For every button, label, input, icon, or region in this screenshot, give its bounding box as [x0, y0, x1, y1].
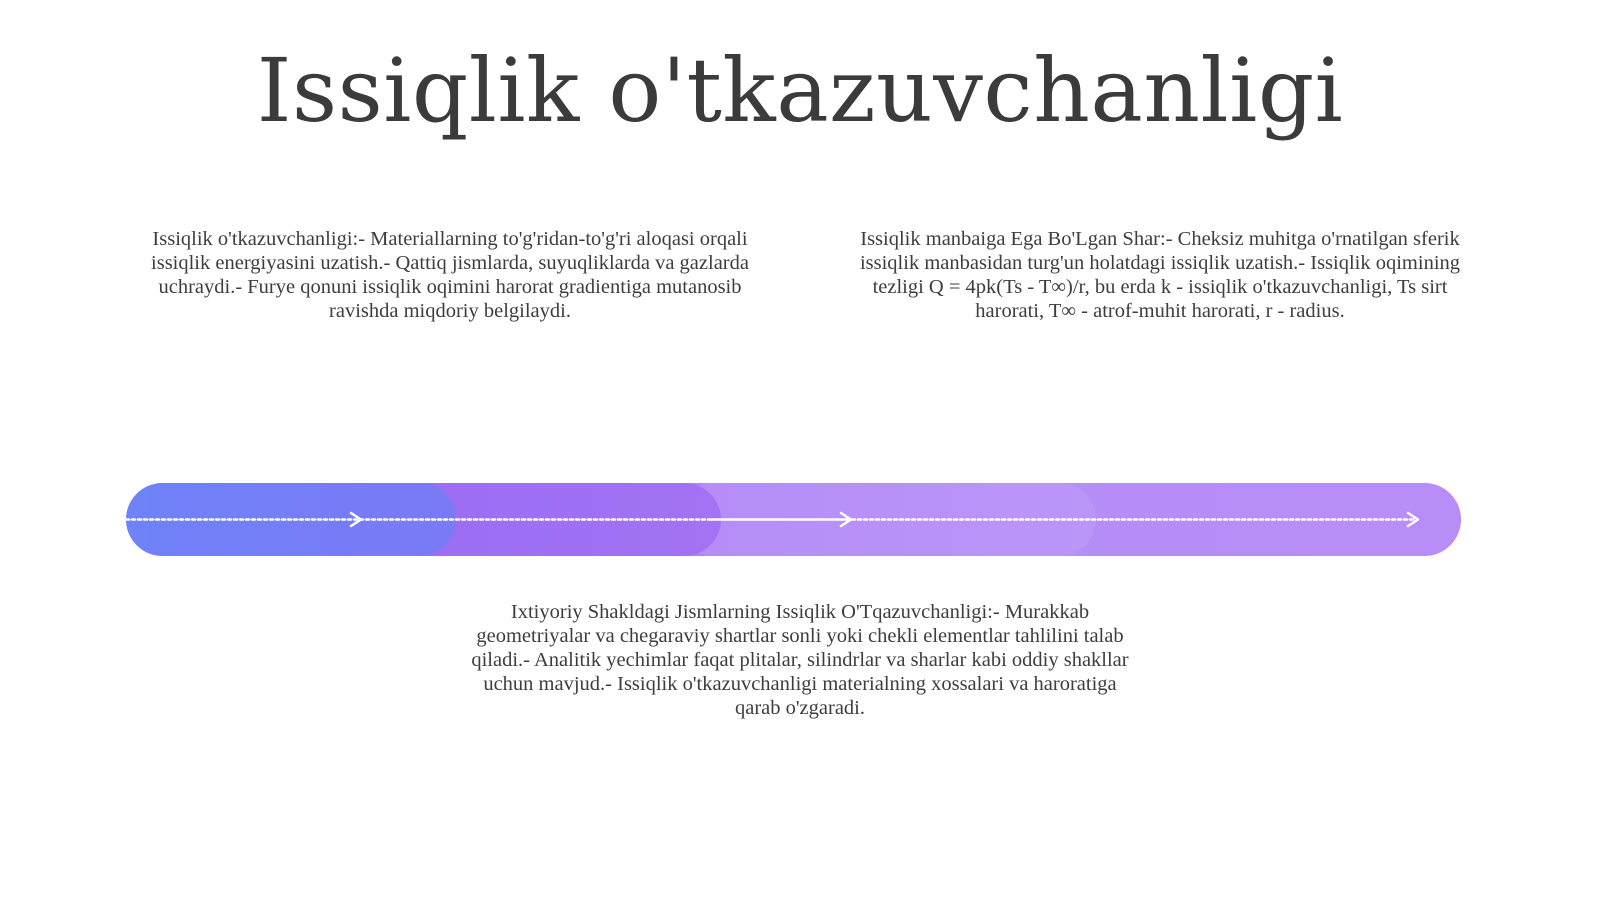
- text-block-conduction: Issiqlik o'tkazuvchanligi:- Materiallarning to'g'ridan-to'g'ri aloqasi orqali issiqlik energiyasini uzatish.- Qattiq jismlarda, suyuqliklarda va gazlarda uchraydi.- Furye qonuni issiqlik oqimini harorat gradientiga mutanosib ravishda miqdoriy belgilaydi.: [151, 228, 749, 322]
- timeline-line: [126, 483, 1461, 556]
- text-block-arbitrary-shapes: Ixtiyoriy Shakldagi Jismlarning Issiqlik O'Tqazuvchanligi:- Murakkab geometriyalar va chegaraviy shartlar sonli yoki chekli elementlar tahlilini talab qiladi.- Analitik yechimlar faqat plitalar, silindrlar va sharlar kabi oddiy shakllar uchun mavjud.- Issiqlik o'tkazuvchanligi materialning xossalari va haroratiga qarab o'zgaradi.: [471, 601, 1129, 719]
- slide-title: Issiqlik o'tkazuvchanligi: [256, 39, 1344, 142]
- text-block-sphere-source: Issiqlik manbaiga Ega Bo'Lgan Shar:- Cheksiz muhitga o'rnatilgan sferik issiqlik manbasidan turg'un holatdagi issiqlik uzatish.- Issiqlik oqimining tezligi Q = 4pk(Ts - T∞)/r, bu erda k - issiqlik o'tkazuvchanligi, Ts sirt harorati, T∞ - atrof-muhit harorati, r - radius.: [859, 228, 1461, 322]
